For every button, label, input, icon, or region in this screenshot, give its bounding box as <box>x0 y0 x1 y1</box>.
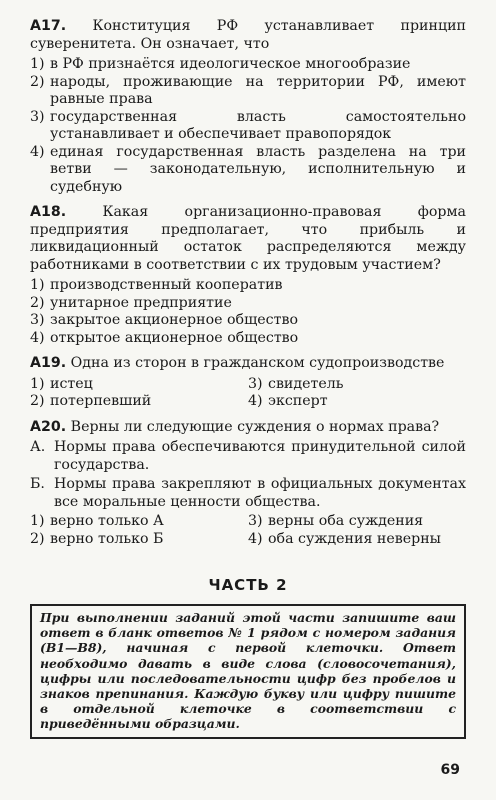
answer-option <box>30 393 248 411</box>
answer-options-grid <box>30 513 466 548</box>
question-number: А19. <box>30 355 67 371</box>
statement-letter: Б. <box>30 476 45 492</box>
question-text <box>30 419 466 437</box>
question-body: Верны ли следующие суждения о нормах права? <box>70 418 440 435</box>
statement <box>30 476 466 511</box>
option-number: 1) <box>30 513 45 529</box>
option-text: верно только А <box>50 513 164 529</box>
answer-option <box>248 393 466 411</box>
option-text: истец <box>50 375 93 392</box>
question-body: Какая организационно-правовая форма предприятия предполагает, что прибыль и ликвидационный остаток распределяются между работниками в соответствии с их трудовым участием? <box>30 204 466 273</box>
answer-option <box>30 56 466 74</box>
statement-text: Нормы права закрепляют в официальных документах все моральные ценности общества. <box>54 476 466 510</box>
option-text: открытое акционерное общество <box>50 329 299 346</box>
option-text: верны оба суждения <box>268 513 424 529</box>
section-heading: ЧАСТЬ 2 <box>208 576 288 594</box>
answer-option <box>30 74 466 109</box>
option-number: 2) <box>30 73 45 90</box>
option-text: народы, проживающие на территории РФ, имеют равные права <box>50 73 466 107</box>
option-number: 4) <box>30 143 45 160</box>
statement <box>30 439 466 474</box>
option-text: верно только Б <box>50 530 164 547</box>
answer-option <box>30 277 466 295</box>
option-text: единая государственная власть разделена на три ветви — законодательную, исполнительную и судебную <box>50 143 466 195</box>
option-number: 4) <box>248 530 263 547</box>
option-text: закрытое акционерное общество <box>50 312 299 328</box>
question-number: А18. <box>30 204 67 220</box>
option-number: 2) <box>30 393 45 409</box>
question-text <box>30 355 466 373</box>
option-text: производственный кооператив <box>50 277 283 293</box>
answer-option <box>248 376 466 394</box>
statement-letter: А. <box>30 439 46 455</box>
option-number: 4) <box>248 393 263 409</box>
question-a18 <box>30 204 466 347</box>
option-number: 1) <box>30 375 45 392</box>
option-number: 3) <box>30 108 45 125</box>
option-text: эксперт <box>268 393 328 409</box>
question-a19 <box>30 355 466 411</box>
answer-option <box>30 109 466 144</box>
answer-option <box>30 513 248 531</box>
answer-option <box>248 513 466 531</box>
option-number: 1) <box>30 277 45 293</box>
page-number: 69 <box>440 762 460 778</box>
statement-text: Нормы права обеспечиваются принудительной силой государства. <box>54 439 466 473</box>
question-a20 <box>30 419 466 549</box>
option-number: 4) <box>30 329 45 346</box>
answer-option <box>30 144 466 197</box>
answer-option <box>30 376 248 394</box>
answer-option <box>30 295 466 313</box>
answer-option <box>30 330 466 348</box>
answer-option <box>248 531 466 549</box>
question-text <box>30 204 466 274</box>
option-number: 3) <box>248 513 263 529</box>
answer-options-grid <box>30 376 466 411</box>
option-text: в РФ признаётся идеологическое многообразие <box>50 56 411 72</box>
option-number: 3) <box>30 312 45 328</box>
option-text: потерпевший <box>50 393 152 409</box>
option-text: оба суждения неверны <box>268 530 441 547</box>
answer-option <box>30 312 466 330</box>
question-number: А17. <box>30 18 67 34</box>
answer-option <box>30 531 248 549</box>
option-number: 1) <box>30 56 45 72</box>
option-text: государственная власть самостоятельно устанавливает и обеспечивает правопорядок <box>50 108 466 142</box>
question-a17 <box>30 18 466 196</box>
question-number: А20. <box>30 418 67 435</box>
option-number: 2) <box>30 530 45 547</box>
option-text: унитарное предприятие <box>50 294 232 311</box>
question-text <box>30 18 466 53</box>
instructions-box: При выполнении заданий этой части запишите ваш ответ в бланк ответов № 1 рядом с номером задания (В1—В8), начиная с первой клеточки. Ответ необходимо давать в виде слова (словосочетания), цифры или последовательности цифр без пробелов и знаков препинания. Каждую букву или цифру пишите в отдельной клеточке в соответствии с приведёнными образцами. <box>30 604 466 739</box>
option-number: 2) <box>30 294 45 311</box>
question-body: Конституция РФ устанавливает принцип суверенитета. Он означает, что <box>30 18 466 52</box>
question-body: Одна из сторон в гражданском судопроизводстве <box>70 355 445 371</box>
option-text: свидетель <box>268 375 344 392</box>
option-number: 3) <box>248 375 263 392</box>
